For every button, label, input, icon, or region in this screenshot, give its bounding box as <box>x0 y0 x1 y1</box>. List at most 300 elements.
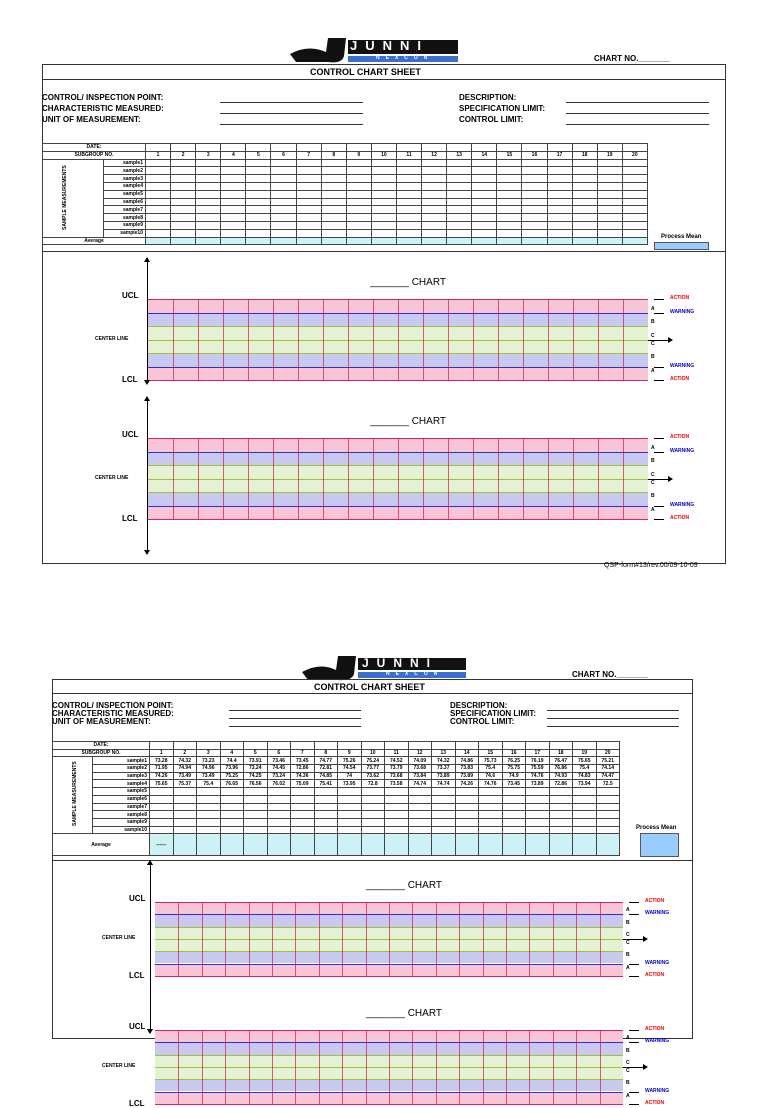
measurement-cell[interactable] <box>267 826 291 834</box>
measurement-cell[interactable] <box>338 826 362 834</box>
measurement-cell[interactable] <box>271 206 296 214</box>
measurement-cell[interactable] <box>244 826 268 834</box>
measurement-cell[interactable] <box>572 221 597 229</box>
measurement-cell[interactable]: 74.85 <box>314 772 338 780</box>
measurement-cell[interactable] <box>572 182 597 190</box>
measurement-cell[interactable] <box>197 788 221 796</box>
measurement-cell[interactable]: 74.54 <box>338 765 362 773</box>
measurement-cell[interactable] <box>422 167 447 175</box>
measurement-cell[interactable] <box>385 811 409 819</box>
measurement-cell[interactable] <box>622 167 647 175</box>
measurement-cell[interactable] <box>321 206 346 214</box>
measurement-cell[interactable] <box>171 221 196 229</box>
date-cell[interactable] <box>522 144 547 152</box>
measurement-cell[interactable] <box>171 198 196 206</box>
average-cell[interactable] <box>572 237 597 244</box>
measurement-cell[interactable] <box>422 229 447 237</box>
date-cell[interactable] <box>371 144 396 152</box>
measurement-cell[interactable] <box>472 221 497 229</box>
measurement-cell[interactable] <box>296 167 321 175</box>
measurement-cell[interactable] <box>526 788 550 796</box>
measurement-cell[interactable]: 74 <box>338 772 362 780</box>
measurement-cell[interactable]: 75.21 <box>596 757 620 765</box>
measurement-cell[interactable] <box>221 221 246 229</box>
measurement-cell[interactable] <box>596 795 620 803</box>
average-cell[interactable] <box>526 834 550 856</box>
average-cell[interactable] <box>146 237 171 244</box>
measurement-cell[interactable] <box>447 229 472 237</box>
measurement-cell[interactable]: 74.32 <box>432 757 456 765</box>
average-cell[interactable] <box>346 237 371 244</box>
measurement-cell[interactable] <box>146 182 171 190</box>
average-cell[interactable] <box>267 834 291 856</box>
measurement-cell[interactable]: 74.4 <box>220 757 244 765</box>
average-cell[interactable] <box>296 237 321 244</box>
average-cell[interactable] <box>197 834 221 856</box>
measurement-cell[interactable] <box>472 190 497 198</box>
measurement-cell[interactable] <box>220 811 244 819</box>
measurement-cell[interactable] <box>522 159 547 167</box>
measurement-cell[interactable] <box>472 214 497 222</box>
measurement-cell[interactable]: 74.6 <box>479 772 503 780</box>
measurement-cell[interactable] <box>422 175 447 183</box>
measurement-cell[interactable] <box>447 167 472 175</box>
measurement-cell[interactable]: 75.37 <box>173 780 197 788</box>
measurement-cell[interactable] <box>573 788 597 796</box>
measurement-cell[interactable] <box>597 182 622 190</box>
measurement-cell[interactable] <box>371 221 396 229</box>
measurement-cell[interactable] <box>246 206 271 214</box>
measurement-cell[interactable]: 73.58 <box>385 780 409 788</box>
measurement-cell[interactable] <box>146 229 171 237</box>
measurement-cell[interactable] <box>321 214 346 222</box>
measurement-cell[interactable] <box>455 803 479 811</box>
measurement-cell[interactable] <box>296 190 321 198</box>
date-cell[interactable] <box>267 742 291 750</box>
measurement-cell[interactable] <box>396 221 421 229</box>
measurement-cell[interactable]: 76.56 <box>244 780 268 788</box>
measurement-cell[interactable] <box>197 795 221 803</box>
average-cell[interactable] <box>549 834 573 856</box>
measurement-cell[interactable]: 75.73 <box>479 757 503 765</box>
measurement-cell[interactable]: 71.95 <box>150 765 174 773</box>
average-cell[interactable] <box>173 834 197 856</box>
measurement-cell[interactable] <box>244 811 268 819</box>
measurement-cell[interactable] <box>346 159 371 167</box>
measurement-cell[interactable] <box>291 818 315 826</box>
measurement-cell[interactable] <box>422 198 447 206</box>
measurement-cell[interactable] <box>371 206 396 214</box>
measurement-cell[interactable]: 73.95 <box>338 780 362 788</box>
average-cell[interactable] <box>396 237 421 244</box>
measurement-cell[interactable]: 76.02 <box>267 780 291 788</box>
measurement-cell[interactable]: 74.74 <box>408 780 432 788</box>
measurement-cell[interactable] <box>321 221 346 229</box>
measurement-cell[interactable]: 75.65 <box>573 757 597 765</box>
measurement-cell[interactable] <box>314 788 338 796</box>
measurement-cell[interactable] <box>522 221 547 229</box>
measurement-cell[interactable] <box>338 803 362 811</box>
measurement-cell[interactable]: 75.4 <box>197 780 221 788</box>
date-cell[interactable] <box>447 144 472 152</box>
average-cell[interactable] <box>196 237 221 244</box>
measurement-cell[interactable] <box>472 229 497 237</box>
average-cell[interactable] <box>271 237 296 244</box>
measurement-cell[interactable] <box>502 803 526 811</box>
measurement-cell[interactable] <box>622 159 647 167</box>
measurement-cell[interactable] <box>396 190 421 198</box>
measurement-cell[interactable] <box>338 818 362 826</box>
measurement-cell[interactable]: 73.49 <box>173 772 197 780</box>
measurement-cell[interactable] <box>522 182 547 190</box>
measurement-cell[interactable] <box>526 818 550 826</box>
measurement-cell[interactable] <box>472 159 497 167</box>
measurement-cell[interactable]: 73.79 <box>385 765 409 773</box>
measurement-cell[interactable] <box>479 818 503 826</box>
measurement-cell[interactable] <box>221 206 246 214</box>
measurement-cell[interactable] <box>385 818 409 826</box>
measurement-cell[interactable] <box>547 167 572 175</box>
measurement-cell[interactable]: 76.47 <box>549 757 573 765</box>
measurement-cell[interactable] <box>497 190 522 198</box>
measurement-cell[interactable]: 74.52 <box>385 757 409 765</box>
measurement-cell[interactable] <box>408 803 432 811</box>
measurement-cell[interactable] <box>497 206 522 214</box>
measurement-cell[interactable]: 75.4 <box>479 765 503 773</box>
measurement-cell[interactable] <box>547 182 572 190</box>
measurement-cell[interactable]: 72.8 <box>361 780 385 788</box>
measurement-cell[interactable] <box>171 229 196 237</box>
measurement-cell[interactable]: 73.96 <box>220 765 244 773</box>
measurement-cell[interactable] <box>150 795 174 803</box>
date-cell[interactable] <box>502 742 526 750</box>
measurement-cell[interactable] <box>246 198 271 206</box>
date-cell[interactable] <box>361 742 385 750</box>
measurement-cell[interactable] <box>146 167 171 175</box>
measurement-cell[interactable] <box>246 229 271 237</box>
measurement-cell[interactable]: 74.09 <box>408 757 432 765</box>
measurement-cell[interactable] <box>385 795 409 803</box>
measurement-cell[interactable]: 73.83 <box>455 765 479 773</box>
measurement-cell[interactable] <box>371 198 396 206</box>
measurement-cell[interactable] <box>338 795 362 803</box>
measurement-cell[interactable] <box>573 795 597 803</box>
measurement-cell[interactable] <box>502 788 526 796</box>
measurement-cell[interactable] <box>573 803 597 811</box>
measurement-cell[interactable]: 75.26 <box>338 757 362 765</box>
measurement-cell[interactable] <box>196 206 221 214</box>
measurement-cell[interactable] <box>455 795 479 803</box>
measurement-cell[interactable]: 73.45 <box>502 780 526 788</box>
measurement-cell[interactable] <box>572 229 597 237</box>
measurement-cell[interactable] <box>597 190 622 198</box>
average-cell[interactable] <box>361 834 385 856</box>
measurement-cell[interactable] <box>502 818 526 826</box>
measurement-cell[interactable] <box>221 175 246 183</box>
measurement-cell[interactable] <box>455 788 479 796</box>
measurement-cell[interactable] <box>597 175 622 183</box>
measurement-cell[interactable] <box>432 803 456 811</box>
measurement-cell[interactable] <box>271 198 296 206</box>
average-cell[interactable] <box>291 834 315 856</box>
measurement-cell[interactable] <box>173 818 197 826</box>
average-cell[interactable] <box>432 834 456 856</box>
date-cell[interactable] <box>549 742 573 750</box>
measurement-cell[interactable] <box>572 206 597 214</box>
average-cell[interactable] <box>597 237 622 244</box>
measurement-cell[interactable]: 74.14 <box>596 765 620 773</box>
measurement-cell[interactable] <box>197 818 221 826</box>
date-cell[interactable] <box>596 742 620 750</box>
measurement-cell[interactable] <box>526 811 550 819</box>
measurement-cell[interactable]: 72.5 <box>596 780 620 788</box>
date-cell[interactable] <box>497 144 522 152</box>
measurement-cell[interactable] <box>408 795 432 803</box>
measurement-cell[interactable] <box>396 175 421 183</box>
measurement-cell[interactable] <box>291 788 315 796</box>
measurement-cell[interactable] <box>622 221 647 229</box>
measurement-cell[interactable] <box>472 167 497 175</box>
average-cell[interactable] <box>547 237 572 244</box>
measurement-cell[interactable]: 72.86 <box>291 765 315 773</box>
measurement-cell[interactable] <box>447 221 472 229</box>
measurement-cell[interactable] <box>522 190 547 198</box>
date-cell[interactable] <box>408 742 432 750</box>
measurement-cell[interactable] <box>321 198 346 206</box>
measurement-cell[interactable] <box>146 221 171 229</box>
average-cell[interactable] <box>338 834 362 856</box>
measurement-cell[interactable] <box>150 788 174 796</box>
measurement-cell[interactable] <box>171 206 196 214</box>
measurement-cell[interactable] <box>455 818 479 826</box>
measurement-cell[interactable] <box>396 229 421 237</box>
process-mean-box[interactable] <box>640 833 679 857</box>
average-cell[interactable] <box>447 237 472 244</box>
measurement-cell[interactable] <box>246 175 271 183</box>
average-cell[interactable] <box>220 834 244 856</box>
measurement-cell[interactable] <box>622 175 647 183</box>
measurement-cell[interactable] <box>432 811 456 819</box>
measurement-cell[interactable]: 74.26 <box>455 780 479 788</box>
measurement-cell[interactable] <box>371 175 396 183</box>
measurement-cell[interactable] <box>497 182 522 190</box>
measurement-cell[interactable] <box>479 803 503 811</box>
measurement-cell[interactable] <box>346 229 371 237</box>
average-cell[interactable] <box>622 237 647 244</box>
measurement-cell[interactable] <box>432 795 456 803</box>
measurement-cell[interactable] <box>597 167 622 175</box>
measurement-cell[interactable]: 75.65 <box>150 780 174 788</box>
date-cell[interactable] <box>271 144 296 152</box>
average-cell[interactable] <box>497 237 522 244</box>
date-cell[interactable] <box>173 742 197 750</box>
measurement-cell[interactable] <box>221 167 246 175</box>
measurement-cell[interactable] <box>271 190 296 198</box>
date-cell[interactable] <box>244 742 268 750</box>
measurement-cell[interactable]: 74.77 <box>314 757 338 765</box>
measurement-cell[interactable] <box>547 198 572 206</box>
measurement-cell[interactable] <box>422 190 447 198</box>
measurement-cell[interactable] <box>622 229 647 237</box>
measurement-cell[interactable]: 73.28 <box>150 757 174 765</box>
measurement-cell[interactable] <box>447 206 472 214</box>
measurement-cell[interactable] <box>502 826 526 834</box>
measurement-cell[interactable] <box>432 818 456 826</box>
date-cell[interactable] <box>422 144 447 152</box>
measurement-cell[interactable] <box>146 190 171 198</box>
measurement-cell[interactable] <box>321 182 346 190</box>
measurement-cell[interactable] <box>246 214 271 222</box>
measurement-cell[interactable] <box>271 221 296 229</box>
measurement-cell[interactable] <box>422 206 447 214</box>
measurement-cell[interactable] <box>597 221 622 229</box>
measurement-cell[interactable] <box>596 803 620 811</box>
measurement-cell[interactable] <box>396 159 421 167</box>
measurement-cell[interactable] <box>171 159 196 167</box>
measurement-cell[interactable]: 73.77 <box>361 765 385 773</box>
measurement-cell[interactable]: 73.45 <box>291 757 315 765</box>
date-cell[interactable] <box>196 144 221 152</box>
measurement-cell[interactable] <box>597 214 622 222</box>
measurement-cell[interactable] <box>572 159 597 167</box>
measurement-cell[interactable] <box>171 190 196 198</box>
measurement-cell[interactable] <box>596 788 620 796</box>
date-cell[interactable] <box>246 144 271 152</box>
measurement-cell[interactable] <box>321 175 346 183</box>
measurement-cell[interactable]: 74.45 <box>267 765 291 773</box>
measurement-cell[interactable] <box>271 159 296 167</box>
measurement-cell[interactable] <box>572 175 597 183</box>
measurement-cell[interactable] <box>522 206 547 214</box>
measurement-cell[interactable] <box>371 159 396 167</box>
measurement-cell[interactable] <box>371 182 396 190</box>
measurement-cell[interactable] <box>371 214 396 222</box>
measurement-cell[interactable] <box>244 803 268 811</box>
measurement-cell[interactable] <box>549 826 573 834</box>
measurement-cell[interactable] <box>361 818 385 826</box>
measurement-cell[interactable] <box>549 803 573 811</box>
date-cell[interactable] <box>432 742 456 750</box>
average-cell[interactable] <box>246 237 271 244</box>
measurement-cell[interactable] <box>408 811 432 819</box>
measurement-cell[interactable] <box>455 811 479 819</box>
measurement-cell[interactable] <box>472 175 497 183</box>
measurement-cell[interactable] <box>479 811 503 819</box>
date-cell[interactable] <box>622 144 647 152</box>
measurement-cell[interactable] <box>338 788 362 796</box>
measurement-cell[interactable]: 75.75 <box>502 765 526 773</box>
measurement-cell[interactable] <box>547 190 572 198</box>
measurement-cell[interactable] <box>197 803 221 811</box>
measurement-cell[interactable]: 74.86 <box>455 757 479 765</box>
measurement-cell[interactable] <box>196 175 221 183</box>
measurement-cell[interactable] <box>321 159 346 167</box>
measurement-cell[interactable] <box>432 826 456 834</box>
date-cell[interactable] <box>597 144 622 152</box>
average-cell[interactable] <box>244 834 268 856</box>
measurement-cell[interactable] <box>408 788 432 796</box>
measurement-cell[interactable] <box>267 811 291 819</box>
measurement-cell[interactable] <box>502 811 526 819</box>
measurement-cell[interactable] <box>547 229 572 237</box>
measurement-cell[interactable] <box>502 795 526 803</box>
measurement-cell[interactable] <box>346 167 371 175</box>
average-cell[interactable] <box>455 834 479 856</box>
measurement-cell[interactable] <box>447 175 472 183</box>
date-cell[interactable] <box>150 742 174 750</box>
measurement-cell[interactable] <box>220 826 244 834</box>
measurement-cell[interactable] <box>522 175 547 183</box>
date-cell[interactable] <box>396 144 421 152</box>
measurement-cell[interactable]: 72.86 <box>549 780 573 788</box>
measurement-cell[interactable] <box>220 795 244 803</box>
measurement-cell[interactable]: 73.89 <box>526 780 550 788</box>
measurement-cell[interactable] <box>271 175 296 183</box>
measurement-cell[interactable]: 73.68 <box>385 772 409 780</box>
measurement-cell[interactable] <box>361 826 385 834</box>
average-cell[interactable] <box>479 834 503 856</box>
measurement-cell[interactable]: 76.19 <box>526 757 550 765</box>
measurement-cell[interactable] <box>346 198 371 206</box>
date-cell[interactable] <box>146 144 171 152</box>
measurement-cell[interactable] <box>396 206 421 214</box>
measurement-cell[interactable] <box>346 175 371 183</box>
measurement-cell[interactable] <box>146 198 171 206</box>
date-cell[interactable] <box>479 742 503 750</box>
measurement-cell[interactable]: 74.74 <box>432 780 456 788</box>
measurement-cell[interactable] <box>361 788 385 796</box>
measurement-cell[interactable] <box>572 167 597 175</box>
measurement-cell[interactable] <box>173 795 197 803</box>
date-cell[interactable] <box>338 742 362 750</box>
measurement-cell[interactable] <box>361 803 385 811</box>
measurement-cell[interactable] <box>267 795 291 803</box>
measurement-cell[interactable]: 73.89 <box>455 772 479 780</box>
measurement-cell[interactable] <box>314 826 338 834</box>
measurement-cell[interactable]: 74.83 <box>573 772 597 780</box>
measurement-cell[interactable] <box>150 818 174 826</box>
measurement-cell[interactable] <box>396 167 421 175</box>
measurement-cell[interactable] <box>596 826 620 834</box>
measurement-cell[interactable] <box>622 198 647 206</box>
measurement-cell[interactable]: 76.65 <box>220 780 244 788</box>
measurement-cell[interactable] <box>547 175 572 183</box>
measurement-cell[interactable] <box>314 818 338 826</box>
measurement-cell[interactable] <box>171 175 196 183</box>
measurement-cell[interactable] <box>296 182 321 190</box>
measurement-cell[interactable] <box>171 167 196 175</box>
measurement-cell[interactable] <box>173 803 197 811</box>
measurement-cell[interactable] <box>385 803 409 811</box>
measurement-cell[interactable] <box>246 190 271 198</box>
measurement-cell[interactable] <box>267 803 291 811</box>
measurement-cell[interactable] <box>267 818 291 826</box>
measurement-cell[interactable] <box>385 826 409 834</box>
measurement-cell[interactable]: 73.46 <box>267 757 291 765</box>
measurement-cell[interactable] <box>447 198 472 206</box>
date-cell[interactable] <box>197 742 221 750</box>
measurement-cell[interactable] <box>497 221 522 229</box>
date-cell[interactable] <box>221 144 246 152</box>
measurement-cell[interactable] <box>271 167 296 175</box>
measurement-cell[interactable] <box>472 206 497 214</box>
measurement-cell[interactable] <box>221 159 246 167</box>
measurement-cell[interactable] <box>171 214 196 222</box>
average-cell[interactable] <box>408 834 432 856</box>
measurement-cell[interactable] <box>346 214 371 222</box>
average-cell[interactable] <box>321 237 346 244</box>
measurement-cell[interactable] <box>296 206 321 214</box>
